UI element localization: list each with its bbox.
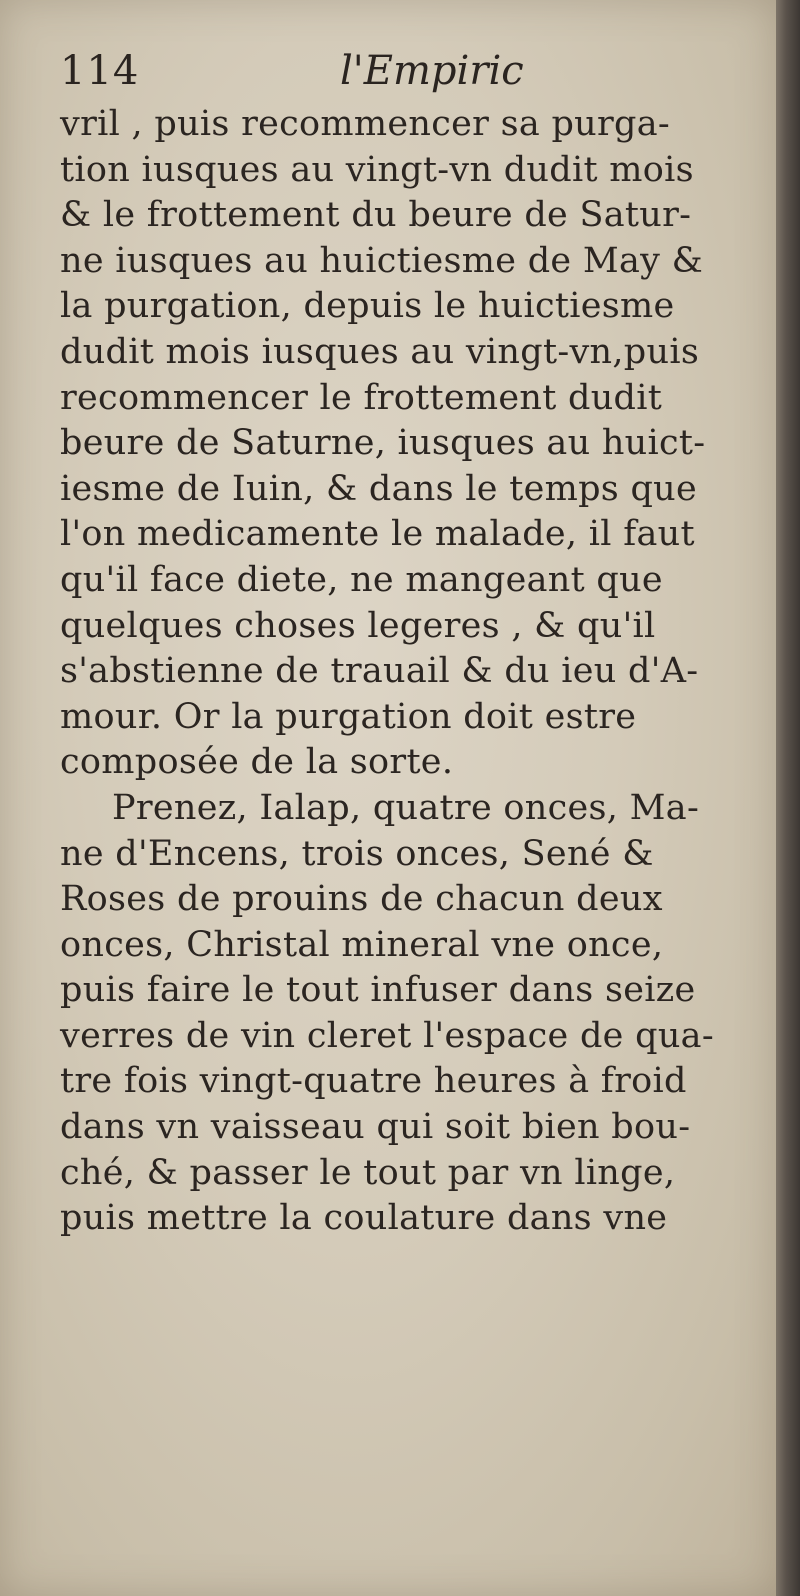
text-line: s'abstienne de trauail & du ieu d'A- (60, 651, 699, 692)
text-line: Roses de prouins de chacun deux (60, 879, 663, 920)
text-line: iesme de Iuin, & dans le temps que (60, 468, 698, 509)
text-line: recommencer le frottement dudit (60, 377, 663, 418)
page-edge (776, 0, 800, 1596)
text-line: puis faire le tout infuser dans seize (60, 970, 696, 1011)
text-line: la purgation, depuis le huictiesme (60, 286, 675, 327)
text-line: & le frottement du beure de Satur- (60, 195, 692, 236)
text-line: puis mettre la coulature dans vne (60, 1198, 668, 1239)
text-line: vril , puis recommencer sa purga- (60, 104, 671, 144)
page-header (56, 48, 746, 102)
text-line: ne d'Encens, trois onces, Sené & (60, 833, 654, 874)
body-text (60, 102, 750, 1242)
text-line: ne iusques au huictiesme de May & (60, 240, 704, 281)
text-line: qu'il face diete, ne mangeant que (60, 559, 663, 600)
text-line: dudit mois iusques au vingt-vn,puis (60, 331, 700, 372)
text-line: onces, Christal mineral vne once, (60, 924, 664, 965)
text-line: ché, & passer le tout par vn linge, (60, 1152, 676, 1193)
text-line: tre fois vingt-quatre heures à froid (60, 1061, 687, 1102)
text-line: composée de la sorte. (60, 742, 454, 783)
page-number: 114 (60, 48, 140, 94)
text-line: dans vn vaisseau qui soit bien bou- (60, 1107, 691, 1148)
text-line: quelques choses legeres , & qu'il (60, 605, 656, 646)
text-line: beure de Saturne, iusques au huict- (60, 423, 706, 464)
paragraph-start-line: Prenez, Ialap, quatre onces, Ma- (112, 787, 700, 828)
text-line: mour. Or la purgation doit estre (60, 696, 637, 737)
text-line: verres de vin cleret l'espace de qua- (60, 1015, 714, 1056)
text-line: l'on medicamente le malade, il faut (60, 514, 695, 555)
running-head: l'Empiric (340, 48, 524, 94)
text-line: tion iusques au vingt-vn dudit mois (60, 149, 694, 190)
